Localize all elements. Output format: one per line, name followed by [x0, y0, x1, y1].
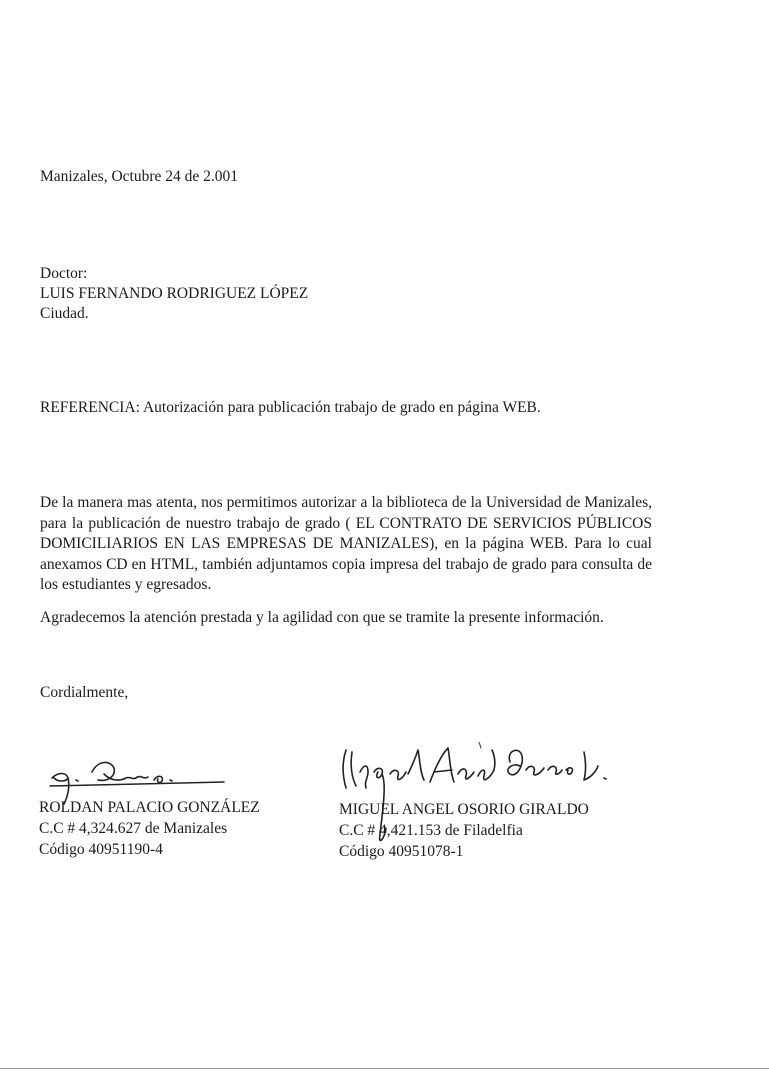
signatory-name: ROLDAN PALACIO GONZÁLEZ	[39, 799, 260, 816]
recipient-name: LUIS FERNANDO RODRIGUEZ LÓPEZ	[40, 285, 309, 302]
reference-line	[40, 398, 541, 417]
body-paragraph: De la manera mas atenta, nos permitimos autorizar a la biblioteca de la Universidad de Manizales, para la publicación de nuestro trabajo de grado ( EL CONTRATO DE SERVICIOS PÚBLICOS DOMICILIARIOS EN LAS EMPRESAS DE MANIZALES), en la página WEB. Para lo cual anexamos CD en HTML, también adjuntamos copia impresa del trabajo de grado para consulta de los estudiantes y egresados.	[40, 494, 652, 593]
closing: Cordialmente,	[40, 684, 129, 701]
thanks-paragraph: Agradecemos la atención prestada y la agilidad con que se tramite la presente información.	[40, 609, 604, 626]
recipient-title: Doctor:	[40, 265, 88, 282]
signatory-id-line: C.C # 4,421.153 de Filadelfia	[339, 822, 523, 839]
place-date: Manizales, Octubre 24 de 2.001	[40, 168, 238, 185]
reference-text: Autorización para publicación trabajo de grado en página WEB.	[142, 399, 541, 416]
signatory-id-line: C.C # 4,324.627 de Manizales	[39, 820, 228, 837]
signatory-name: MIGUEL ANGEL OSORIO GIRALDO	[339, 801, 589, 818]
scan-edge-line	[0, 1068, 769, 1069]
signatory-block-left	[39, 797, 260, 860]
signatory-block-right	[339, 799, 589, 862]
reference-label: REFERENCIA:	[40, 399, 140, 416]
signatory-code-line: Código 40951078-1	[339, 843, 464, 860]
recipient-city: Ciudad.	[40, 305, 89, 322]
signatory-code-line: Código 40951190-4	[39, 841, 163, 858]
